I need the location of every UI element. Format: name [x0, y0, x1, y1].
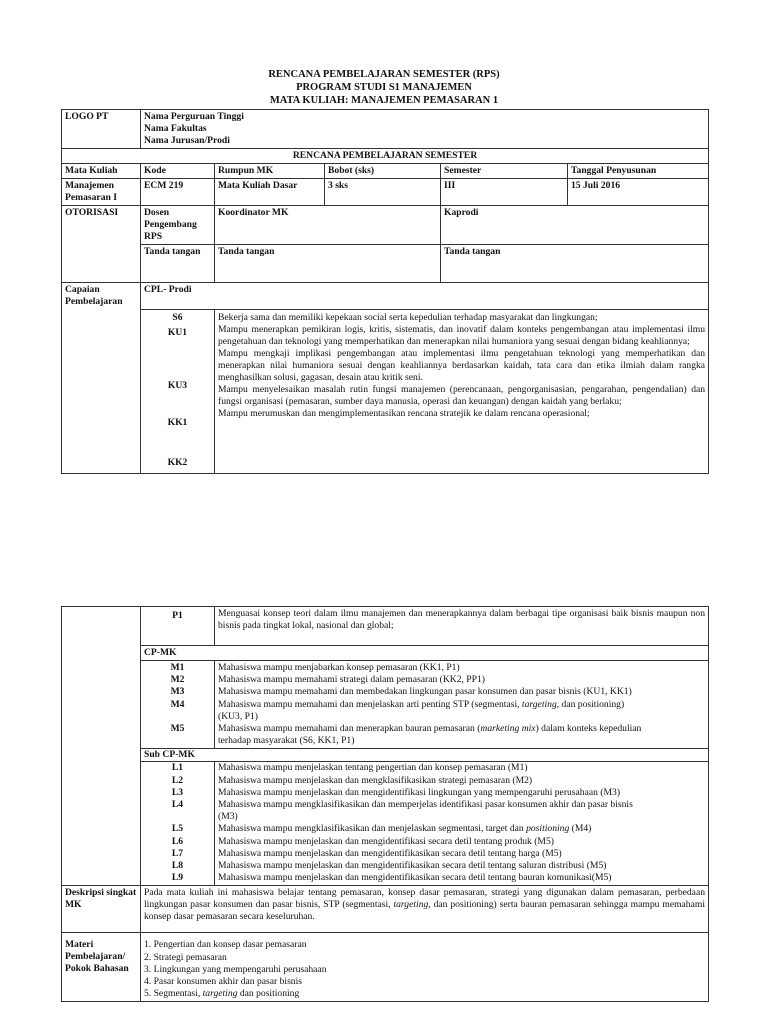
subcpmk-label: Sub CP-MK	[141, 749, 709, 762]
header-rumpun: Rumpun MK	[215, 164, 325, 179]
kaprodi: Kaprodi	[441, 206, 709, 245]
header-kode: Kode	[141, 164, 215, 179]
rps-section-title: RENCANA PEMBELAJARAN SEMESTER	[62, 149, 709, 164]
cpmk-codes	[141, 661, 215, 749]
institution-cell	[141, 110, 709, 149]
subcpmk-code: L6	[171, 835, 184, 847]
subcpmk-line: Mahasiswa mampu mengklasifikasikan dan menjelaskan segmentasi, target dan positioning (M4)	[218, 823, 592, 835]
subcpmk-code: L9	[171, 872, 184, 884]
otorisasi-label: OTORISASI	[62, 206, 141, 245]
cpl-text-kk2: Mampu merumuskan dan mengimplementasikan rencana stratejik ke dalam rencana operasional;	[218, 407, 590, 419]
doc-title-line2: PROGRAM STUDI S1 MANAJEMEN	[296, 82, 472, 93]
cpmk-line: Mahasiswa mampu memahami dan membedakan lingkungan pasar konsumen dan pasar bisnis (KU1, KK1)	[218, 686, 632, 698]
course-bobot: 3 sks	[325, 179, 441, 206]
tanda-tangan-dosen: Tanda tangan	[141, 245, 215, 283]
cpmk-line: Mahasiswa mampu memahami strategi dalam pemasaran (KK2, PP1)	[218, 674, 485, 686]
otorisasi-blank	[62, 245, 141, 283]
cpmk-blank	[62, 661, 141, 749]
cpmk-line: terhadap masyarakat (S6, KK1, P1)	[218, 735, 355, 747]
subcpmk-code: L7	[171, 847, 184, 859]
cpl-code-kk2: KK2	[167, 456, 188, 468]
fakultas: Nama Fakultas	[144, 123, 207, 134]
p1-text: Menguasai konsep teori dalam ilmu manajemen dan menerapkannya dalam berbagai tipe organisasi baik bisnis maupun non bisnis pada tingkat lokal, nasional dan global;	[215, 607, 709, 646]
cpmk-code: M5	[170, 723, 185, 734]
subcpmk-code: L5	[171, 823, 184, 835]
subcpmk-code: L1	[171, 762, 184, 774]
capaian-blank	[62, 309, 141, 473]
course-code: ECM 219	[141, 179, 215, 206]
cpl-code-kk1: KK1	[167, 416, 188, 428]
course-tanggal: 15 Juli 2016	[568, 179, 709, 206]
tanda-tangan-koordinator: Tanda tangan	[215, 245, 441, 283]
subcpmk-line: (M3)	[218, 811, 238, 823]
cpmk-code: M3	[170, 686, 185, 698]
cpmk-code: M2	[170, 674, 185, 686]
subcpmk-line: Mahasiswa mampu menjelaskan dan mengidentifikasikan secara detil tentang harga (M5)	[218, 847, 562, 859]
subcpmk-line: Mahasiswa mampu mengklasifikasikan dan memperjelas identifikasi pasar konsumen akhir dan pasar bisnis	[218, 799, 633, 811]
subcpmk-blank-top	[62, 749, 141, 762]
materi-item: 2. Strategi pemasaran	[144, 951, 227, 963]
cpl-text-ku1: Mampu menerapkan pemikiran logis, kritis, sistematis, dan inovatif dalam konteks pengembangan atau implementasi ilmu pengetahuan dan teknologi yang memperhatikan dan menerapkan nilai humaniora yang sesuai dengan bidang keahliannya;	[218, 323, 706, 347]
cpl-prodi-label: CPL- Prodi	[141, 283, 709, 310]
materi-item: 1. Pengertian dan konsep dasar pemasaran	[144, 939, 307, 951]
subcpmk-line: Mahasiswa mampu menjelaskan dan mengidentifikasikan secara detil tentang bauran komunikasi(M5)	[218, 872, 612, 884]
cpl-text-kk1: Mampu menyelesaikan masalah rutin fungsi manajemen (perencanaan, pengorganisasian, pengarahan, pengendalian) dan fungsi organisasi (pemasaran, sumber daya manusia, operasi dan keuangan) dengan kaidah yang berlaku;	[218, 383, 706, 407]
cpl-code-ku3: KU3	[167, 379, 188, 391]
cpl-descriptions	[215, 309, 709, 473]
perguruan-tinggi: Nama Perguruan Tinggi	[144, 111, 244, 122]
header-bobot: Bobot (sks)	[325, 164, 441, 179]
subcpmk-code: L4	[171, 799, 184, 811]
subcpmk-line: Mahasiswa mampu menjelaskan dan mengidentifikasikan secara detil tentang saluran distribusi (M5)	[218, 860, 607, 872]
subcpmk-items	[215, 762, 709, 886]
header-tanggal: Tanggal Penyusunan	[568, 164, 709, 179]
materi-item: 4. Pasar konsumen akhir dan pasar bisnis	[144, 976, 303, 988]
materi-item: 3. Lingkungan yang mempengaruhi perusahaan	[144, 963, 327, 975]
cpmk-line: Mahasiswa mampu memahami dan menerapkan bauran pemasaran (marketing mix) dalam konteks kepedulian	[218, 723, 642, 735]
cpl-text-ku3: Mampu mengkaji implikasi pengembangan atau implementasi ilmu pengetahuan teknologi yang memperhatikan dan menerapkan nilai humaniora sesuai dengan keahliannya berdasarkan kaidah, tata cara dan etika ilmiah dalam rangka menghasilkan solusi, gagasan, desain atau kritik seni.	[218, 347, 706, 383]
cpmk-code: M4	[170, 698, 185, 710]
p1-blank	[62, 607, 141, 646]
dosen-pengembang: Dosen Pengembang RPS	[141, 206, 215, 245]
materi-item: 5. Segmentasi, targeting dan positioning	[144, 988, 300, 1000]
subcpmk-line: Mahasiswa mampu menjelaskan dan mengidentifikasi secara detil tentang produk (M5)	[218, 835, 554, 847]
course-name: Manajemen Pemasaran I	[62, 179, 141, 206]
rps-table-page1	[61, 109, 709, 474]
subcpmk-codes	[141, 762, 215, 886]
koordinator-mk: Koordinator MK	[215, 206, 441, 245]
subcpmk-code: L3	[171, 786, 184, 798]
cpmk-items	[215, 661, 709, 749]
cpmk-code	[144, 711, 211, 723]
course-rumpun: Mata Kuliah Dasar	[215, 179, 325, 206]
rps-table-page2	[61, 606, 709, 1002]
course-semester: III	[441, 179, 568, 206]
subcpmk-blank	[62, 762, 141, 886]
capaian-label: Capaian Pembelajaran	[62, 283, 141, 310]
cpmk-line: Mahasiswa mampu menjabarkan konsep pemasaran (KK1, P1)	[218, 662, 460, 673]
subcpmk-code: L2	[171, 774, 184, 786]
cpmk-line: (KU3, P1)	[218, 710, 258, 722]
doc-title-line3: MATA KULIAH: MANAJEMEN PEMASARAN 1	[269, 95, 499, 106]
cpl-codes	[141, 309, 215, 473]
p1-code: P1	[141, 607, 215, 646]
deskripsi-text: Pada mata kuliah ini mahasiswa belajar tentang pemasaran, konsep dasar pemasaran, strategi yang digunakan dalam pemasaran, perbedaan lingkungan pasar konsumen dan pasar bisnis, STP (segmentasi, targeting, dan positioning) serta bauran pemasaran sehingga mampu memahami konsep dasar pemasaran secara keseluruhan.	[141, 886, 709, 933]
tanda-tangan-kaprodi: Tanda tangan	[441, 245, 709, 283]
cpmk-code	[144, 735, 211, 747]
subcpmk-line: Mahasiswa mampu menjelaskan tentang pengertian dan konsep pemasaran (M1)	[218, 762, 528, 774]
cpmk-blank-top	[62, 646, 141, 661]
subcpmk-line: Mahasiswa mampu menjelaskan dan mengklasifikasikan strategi pemasaran (M2)	[218, 774, 533, 786]
doc-title-line1: RENCANA PEMBELAJARAN SEMESTER (RPS)	[268, 69, 500, 80]
cpl-code-s6: S6	[172, 311, 183, 323]
cpl-text-s6: Bekerja sama dan memiliki kepekaan social serta kepedulian terhadap masyarakat dan lingkungan;	[218, 311, 598, 323]
cpmk-label: CP-MK	[141, 646, 709, 661]
cpmk-line: Mahasiswa mampu memahami dan menjelaskan arti penting STP (segmentasi, targeting, dan positioning)	[218, 698, 625, 710]
header-semester: Semester	[441, 164, 568, 179]
logo-cell: LOGO PT	[62, 110, 141, 149]
subcpmk-code	[144, 811, 211, 823]
jurusan-prodi: Nama Jurusan/Prodi	[144, 135, 230, 146]
subcpmk-code: L8	[171, 860, 184, 872]
materi-label: Materi Pembelajaran/ Pokok Bahasan	[62, 933, 141, 1002]
subcpmk-line: Mahasiswa mampu menjelaskan dan mengidentifikasi lingkungan yang mempengaruhi perusahaan (M3)	[218, 786, 621, 798]
deskripsi-label: Deskripsi singkat MK	[62, 886, 141, 933]
cpmk-code: M1	[170, 662, 185, 673]
header-mata-kuliah: Mata Kuliah	[62, 164, 141, 179]
materi-items	[141, 933, 709, 1002]
cpl-code-ku1: KU1	[167, 326, 188, 338]
